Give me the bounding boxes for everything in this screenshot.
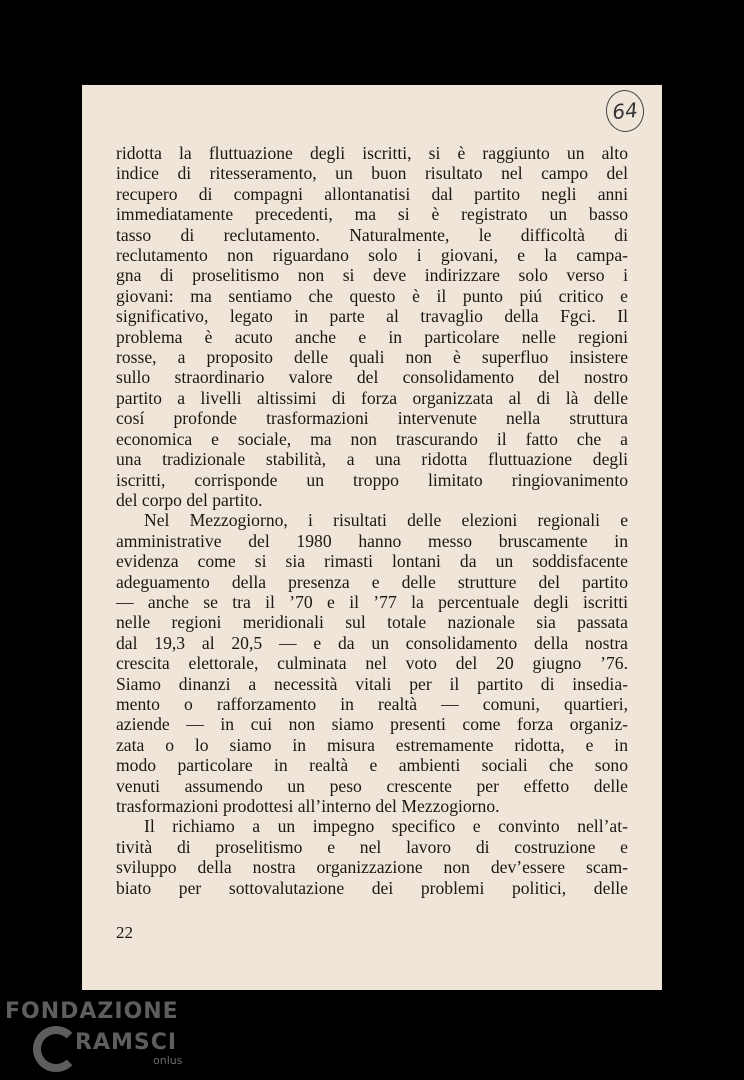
text-line: giovani: ma sentiamo che questo è il punto piú critico e [116,285,628,306]
logo-line-2-group [33,1024,183,1074]
text-line: indice di ritesseramento, un buon risultato nel campo del [116,163,628,184]
text-line: tasso di reclutamento. Naturalmente, le difficoltà di [116,224,628,245]
text-line: Siamo dinanzi a necessità vitali per il partito di insedia- [116,673,628,694]
text-line: economica e sociale, ma non trascurando il fatto che a [116,428,628,449]
text-line: gna di proselitismo non si deve indirizzare solo verso i [116,265,628,286]
text-line: recupero di compagni allontanatisi dal partito negli anni [116,183,628,204]
text-line: adeguamento della presenza e delle strutture del partito [116,571,628,592]
text-line: dal 19,3 al 20,5 — e da un consolidamento della nostra [116,632,628,653]
text-line: trasformazioni prodottesi all’interno del Mezzogiorno. [116,796,500,816]
text-line: una tradizionale stabilità, a una ridotta fluttuazione degli [116,449,628,470]
text-line: modo particolare in realtà e ambienti sociali che sono [116,755,628,776]
text-line: sviluppo della nostra organizzazione non dev’essere scam- [116,857,628,878]
text-line: ridotta la fluttuazione degli iscritti, si è raggiunto un alto [116,143,628,163]
text-line: del corpo del partito. [116,489,263,510]
logo-subtitle: onlus [153,1054,183,1067]
text-line: evidenza come si sia rimasti lontani da un soddisfacente [116,551,628,572]
text-line: — anche se tra il ’70 e il ’77 la percentuale degli iscritti [116,591,628,612]
text-line: Il richiamo a un impegno specifico e convinto nell’at- [144,816,628,837]
text-line: significativo, legato in parte al travaglio della Fgci. Il [116,306,628,327]
text-line: zata o lo siamo in misura estremamente ridotta, e in [116,734,628,755]
text-line: immediatamente precedenti, ma si è registrato un basso [116,204,628,225]
text-line: problema è acuto anche e in particolare nelle regioni [116,326,628,347]
text-line: crescita elettorale, culminata nel voto del 20 giugno ’76. [116,653,628,674]
text-line: reclutamento non riguardano solo i giovani, e la campa- [116,245,628,266]
text-line: partito a livelli altissimi di forza organizzata al di là delle [116,387,628,408]
text-line: sullo straordinario valore del consolidamento del nostro [116,367,628,388]
body-text [116,143,628,898]
text-line: tività di proselitismo e nel lavoro di costruzione e [116,836,628,857]
text-line: amministrative del 1980 hanno messo bruscamente in [116,530,628,551]
scanned-page [82,85,662,990]
text-line: cosí profonde trasformazioni intervenute nella struttura [116,408,628,429]
archive-stamp: 64 [604,88,646,134]
logo-line-2: RAMSCI [75,1030,178,1055]
text-line: Nel Mezzogiorno, i risultati delle elezioni regionali e [144,510,628,531]
logo-line-1: FONDAZIONE [5,999,179,1024]
text-line: venuti assumendo un peso crescente per effetto delle [116,775,628,796]
g-logo-icon [33,1026,79,1072]
text-line: iscritti, corrisponde un troppo limitato ringiovanimento [116,469,628,490]
page-number: 22 [116,923,133,942]
text-line: biato per sottovalutazione dei problemi politici, delle [116,877,628,898]
text-line: mento o rafforzamento in realtà — comuni, quartieri, [116,693,628,714]
fondazione-gramsci-logo [5,999,183,1074]
text-line: aziende — in cui non siamo presenti come forza organiz- [116,714,628,735]
text-line: rosse, a proposito delle quali non è superfluo insistere [116,347,628,368]
text-line: nelle regioni meridionali sul totale nazionale sia passata [116,612,628,633]
